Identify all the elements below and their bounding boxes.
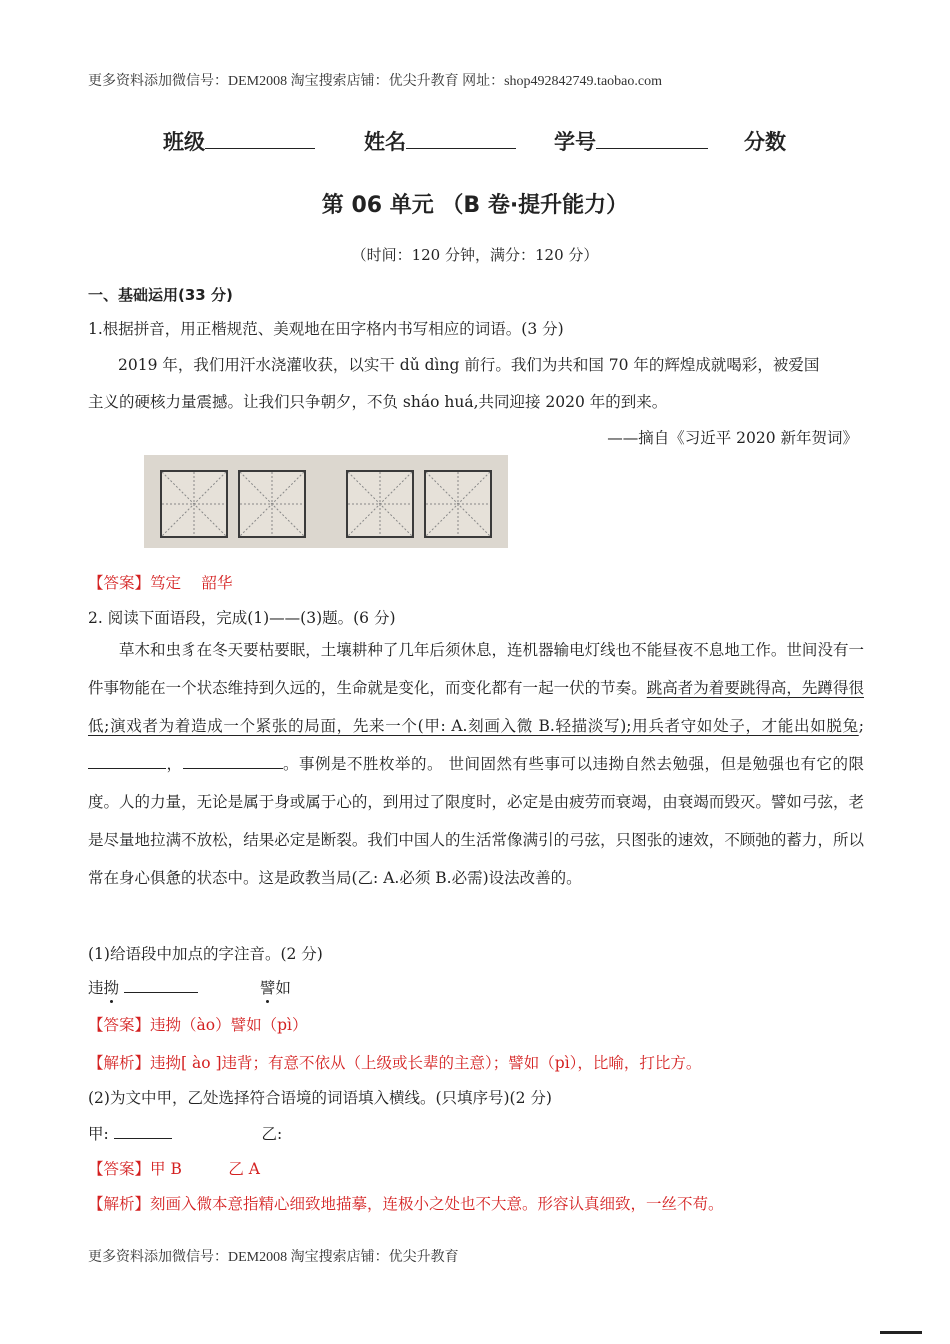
analysis-label: 【解析】 <box>88 1195 151 1213</box>
tianzige-cell <box>424 470 492 538</box>
word-weiao <box>88 979 119 997</box>
tianzige-guides-icon <box>348 472 412 536</box>
name-label: 姓名 <box>364 130 406 154</box>
q1-prompt: 1.根据拼音，用正楷规范、美观地在田字格内书写相应的词语。(3 分) <box>88 320 564 338</box>
tianzige-guides-icon <box>240 472 304 536</box>
student-id-field <box>554 126 708 156</box>
pinyin-blank <box>124 976 198 993</box>
exam-time-info: （时间：120 分钟，满分：120 分） <box>351 246 599 264</box>
student-id-label: 学号 <box>554 130 596 154</box>
answer-text: 违拗（ào）譬如（pì） <box>150 1016 308 1034</box>
analysis-text: 违拗[ ào ]违背；有意不依从（上级或长辈的主意）；譬如（pì），比喻，打比方。 <box>150 1054 702 1072</box>
q2-sub2-blanks <box>88 1122 282 1144</box>
answer-text: 笃定 韶华 <box>150 574 233 592</box>
tianzige-grid-image <box>144 455 508 548</box>
passage-comma: ， <box>166 755 183 773</box>
q2-sub1-answer <box>88 1013 307 1035</box>
section-heading: 一、基础运用(33 分) <box>88 286 233 304</box>
q2-sub2-prompt: (2)为文中甲，乙处选择符合语境的词语填入横线。(只填序号)(2 分) <box>88 1089 552 1107</box>
passage-text: 草木和虫豸在冬天要枯要眠，土壤耕种了几年后须休息，连机器输电灯线也不能昼夜不息地工作。世间没有一件事物能在一个状态维持到久远的，生命就是变化，而变化都有一起一伏的节奏。 <box>88 641 864 697</box>
tianzige-guides-icon <box>426 472 490 536</box>
tianzige-guides-icon <box>162 472 226 536</box>
q1-source: ——摘自《习近平 2020 新年贺词》 <box>607 429 858 447</box>
corner-rule <box>880 1331 922 1334</box>
name-blank <box>406 128 516 149</box>
q1-passage-line2: 主义的硬核力量震撼。让我们只争朝夕，不负 sháo huá,共同迎接 2020 年的到来。 <box>88 393 668 411</box>
word-piru <box>260 979 291 997</box>
tianzige-cell <box>346 470 414 538</box>
char: 违 <box>88 979 104 997</box>
tianzige-cell <box>238 470 306 538</box>
q2-sub1-analysis <box>88 1051 701 1073</box>
answer-label: 【答案】 <box>88 1016 151 1034</box>
tianzige-cell <box>160 470 228 538</box>
char: 如 <box>275 979 291 997</box>
jia-blank <box>114 1122 172 1139</box>
passage-rest: 。事例是不胜枚举的。 世间固然有些事可以违拗自然去勉强，但是勉强也有它的限度。人的力量，无论是属于身或属于心的，到用过了限度时，必定是由疲劳而衰竭，由衰竭而毁灭。譬如弓弦，老是尽量地拉满不放松，结果必定是断裂。我们中国人的生活常像满引的弓弦，只图张的速效，不顾弛的蓄力，所以常在身心俱惫的状态中。这是政教当局(乙: A.必须 B.必需)设法改善的。 <box>88 755 864 887</box>
q2-sub1-prompt: (1)给语段中加点的字注音。(2 分) <box>88 945 323 963</box>
class-field <box>163 126 315 156</box>
score-label: 分数 <box>744 130 786 154</box>
analysis-label: 【解析】 <box>88 1054 151 1072</box>
passage-blank-1 <box>88 752 166 769</box>
yi-label: 乙: <box>261 1125 283 1143</box>
answer-text: 甲 B 乙 A <box>150 1160 260 1178</box>
student-id-blank <box>596 128 708 149</box>
dotted-char: 拗 <box>103 979 120 997</box>
q2-sub2-answer <box>88 1157 260 1179</box>
passage-separator: ; <box>858 717 864 735</box>
class-blank <box>205 128 315 149</box>
page-title: 第 06 单元 （B 卷·提升能力） <box>321 193 629 218</box>
class-label: 班级 <box>163 130 205 154</box>
dotted-char: 譬 <box>259 979 276 997</box>
passage-blank-2 <box>183 752 283 769</box>
answer-label: 【答案】 <box>88 1160 151 1178</box>
q2-sub2-analysis <box>88 1192 724 1214</box>
answer-label: 【答案】 <box>88 574 151 592</box>
page-footer: 更多资料添加微信号：DEM2008 淘宝搜索店铺：优尖升教育 <box>88 1250 459 1265</box>
q1-answer <box>88 571 232 593</box>
q2-passage <box>88 631 864 897</box>
q1-passage-line1: 2019 年，我们用汗水浇灌收获，以实干 dǔ dìng 前行。我们为共和国 70 年的辉煌成就喝彩，被爱国 <box>118 356 820 374</box>
passage-underlined-text: 跳高者为着要跳得高，先蹲得很低;演戏者为着造成一个紧张的局面，先来一个(甲: A.刻画入微 B.轻描淡写);用兵者守如处子，才能出如脱兔 <box>88 679 864 735</box>
analysis-text: 刻画入微本意指精心细致地描摹，连极小之处也不大意。形容认真细致，一丝不苟。 <box>150 1195 724 1213</box>
score-field <box>744 126 786 156</box>
page-header: 更多资料添加微信号：DEM2008 淘宝搜索店铺：优尖升教育 网址：shop492842749.taobao.com <box>88 74 662 89</box>
jia-label: 甲: <box>88 1125 114 1143</box>
q2-prompt: 2. 阅读下面语段，完成(1)——(3)题。(6 分) <box>88 609 396 627</box>
name-field <box>364 126 516 156</box>
q2-sub1-words <box>88 976 291 998</box>
